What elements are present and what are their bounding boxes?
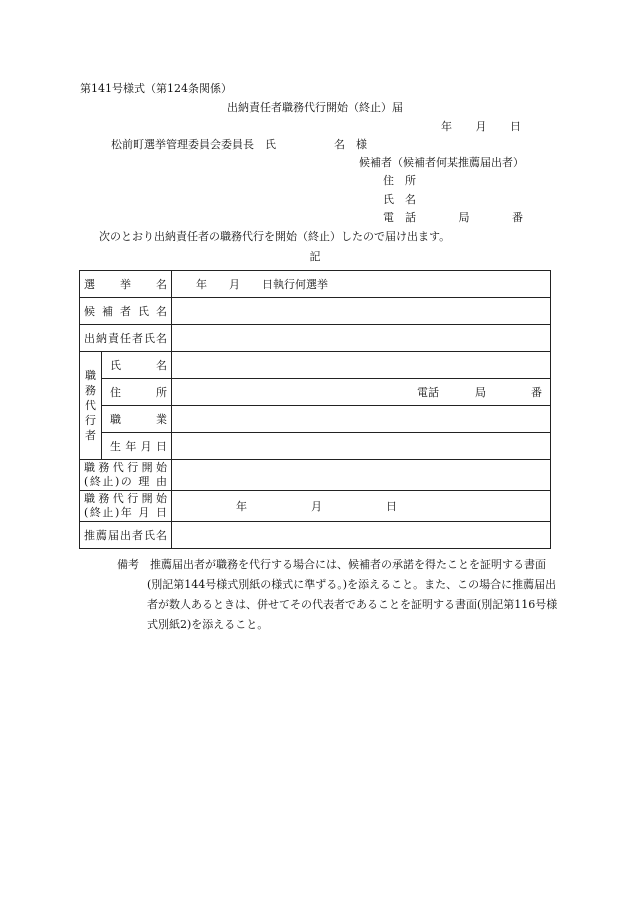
- deputy-phone-number: 番: [531, 386, 542, 399]
- deputy-address-field[interactable]: [172, 379, 551, 406]
- note-line-1: 備考 推薦届出者が職務を代行する場合には、候補者の承諾を得たことを証明する書面: [117, 558, 546, 571]
- table-row: [80, 406, 551, 433]
- election-value: 年 月 日執行何選挙: [172, 271, 551, 298]
- date-year: 年: [441, 120, 452, 133]
- table-row: [80, 491, 551, 522]
- table-row: [80, 298, 551, 325]
- submission-date: [441, 120, 521, 134]
- deputy-name-field[interactable]: [172, 352, 551, 379]
- date-day: 日: [510, 120, 521, 133]
- deputy-birth-label: 生 年 月 日: [102, 433, 172, 460]
- addressee-suffix: 名 様: [334, 138, 367, 151]
- recommender-label: 推薦届出者氏名: [80, 522, 172, 549]
- reason-field[interactable]: [172, 460, 551, 491]
- table-row: [80, 433, 551, 460]
- applicant-address-label: 住 所: [383, 174, 416, 187]
- deputy-occupation-label: 職 業: [102, 406, 172, 433]
- deputy-phone-office: 局: [475, 386, 486, 399]
- phone-office: 局: [458, 211, 470, 224]
- table-row: [80, 352, 551, 379]
- reason-label: 職務代行開始 (終止)の 理 由: [80, 460, 172, 491]
- table-row: [80, 379, 551, 406]
- date-month: 月: [475, 120, 487, 133]
- recommender-field[interactable]: [172, 522, 551, 549]
- form-number: 第141号様式（第124条関係）: [80, 82, 232, 95]
- deputy-occupation-field[interactable]: [172, 406, 551, 433]
- table-row: [80, 271, 551, 298]
- table-row: [80, 460, 551, 491]
- note-line-4: 式別紙2)を添えること。: [147, 618, 269, 631]
- period-year: 年: [236, 500, 247, 513]
- phone-number: 番: [512, 211, 523, 224]
- note-line-2: (別記第144号様式別紙の様式に準ずる。)を添えること。また、この場合に推薦届出: [147, 578, 557, 591]
- intro-text: 次のとおり出納責任者の職務代行を開始（終止）したので届け出ます。: [99, 230, 451, 243]
- notification-table: [79, 270, 551, 549]
- deputy-birth-field[interactable]: [172, 433, 551, 460]
- deputy-vertical-label: 職 務 代 行 者: [80, 352, 102, 460]
- period-date-label: 職務代行開始 (終止)年 月 日: [80, 491, 172, 522]
- table-row: [80, 325, 551, 352]
- treasurer-label: 出納責任者氏名: [80, 325, 172, 352]
- applicant-name-label: 氏 名: [383, 193, 416, 206]
- period-month: 月: [311, 500, 322, 513]
- applicant-phone: [383, 211, 523, 225]
- addressee: 松前町選挙管理委員会委員長 氏: [111, 138, 276, 151]
- note-line-3: 者が数人あるときは、併せてその代表者であることを証明する書面(別記第116号様: [147, 598, 558, 611]
- candidate-label: 候 補 者 氏 名: [80, 298, 172, 325]
- period-day: 日: [386, 500, 397, 513]
- period-date-field[interactable]: [172, 491, 551, 522]
- deputy-address-label: 住 所: [102, 379, 172, 406]
- deputy-phone-label: 電話: [417, 386, 439, 399]
- applicant-label: 候補者（候補者何某推薦届出者）: [359, 156, 524, 169]
- election-label: 選 挙 名: [80, 271, 172, 298]
- deputy-name-label: 氏 名: [102, 352, 172, 379]
- table-row: [80, 522, 551, 549]
- candidate-field[interactable]: [172, 298, 551, 325]
- phone-label: 電 話: [383, 211, 416, 224]
- ki-heading: 記: [309, 250, 321, 263]
- treasurer-field[interactable]: [172, 325, 551, 352]
- document-title: 出納責任者職務代行開始（終止）届: [227, 101, 403, 114]
